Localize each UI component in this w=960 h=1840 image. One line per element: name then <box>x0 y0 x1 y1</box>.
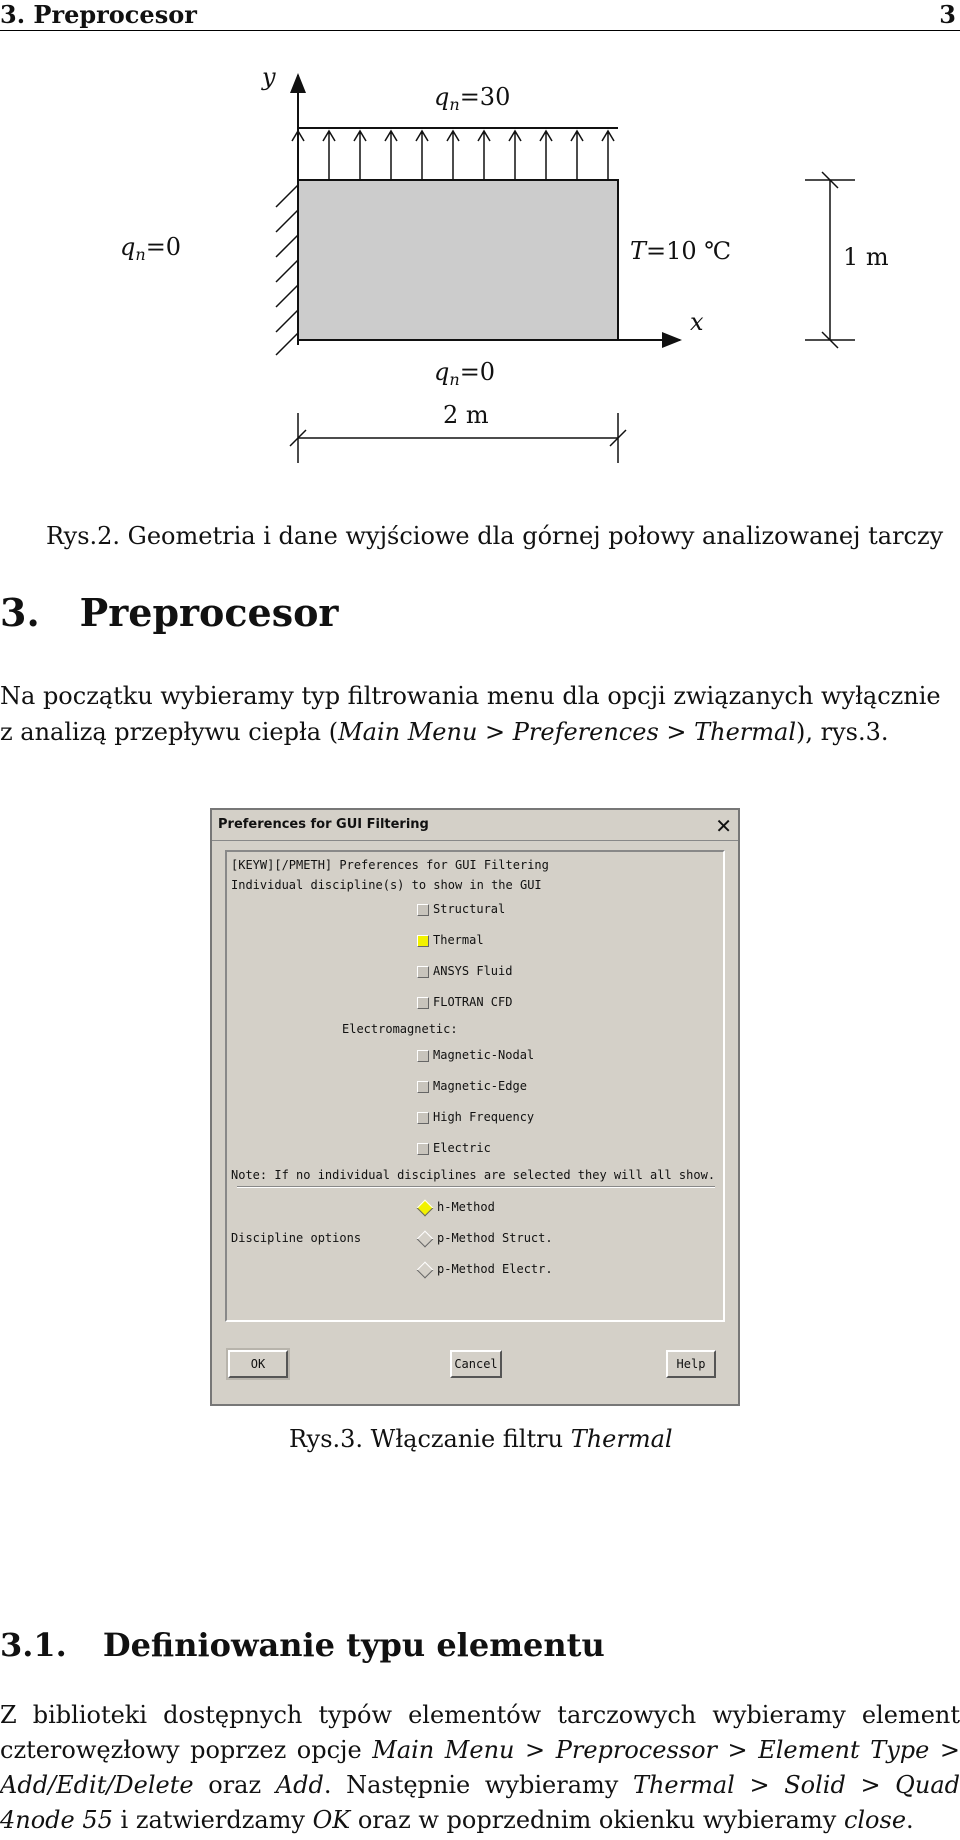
section-number: 3. <box>0 590 40 635</box>
checkbox-electric[interactable] <box>417 1143 429 1155</box>
close-icon[interactable]: ✕ <box>715 814 732 838</box>
subsection-paragraph: Z biblioteki dostępnych typów elementów tarczowych wybieramy element czterowęzłowy poprzez opcje Main Menu > Preprocessor > Element Type > Add/Edit/Delete oraz Add. Następnie wybieramy Thermal > Solid > Quad 4node 55 i zatwierdzamy OK oraz w poprzednim okienku wybieramy close. <box>0 1701 960 1834</box>
top-load-label: $q_n=30$ <box>434 83 511 114</box>
label-thermal: Thermal <box>433 933 484 947</box>
page-header <box>0 0 960 31</box>
checkbox-ansys-fluid[interactable] <box>417 966 429 978</box>
label-electromagnetic: Electromagnetic: <box>342 1022 458 1036</box>
geometry-diagram <box>0 55 960 485</box>
radio-p-method-electr[interactable] <box>417 1262 434 1279</box>
menu-path: Main Menu > Preferences > Thermal <box>338 718 797 746</box>
dialog-panel <box>225 850 725 1322</box>
dialog-header-keyw: [KEYW][/PMETH] Preferences for GUI Filtering <box>231 858 549 872</box>
geometry-figure <box>0 55 960 485</box>
temperature-label: T=10 ℃ <box>630 237 732 265</box>
x-axis-label: x <box>690 308 704 336</box>
load-arrows <box>292 131 614 180</box>
help-button[interactable]: Help <box>666 1350 716 1378</box>
label-electric: Electric <box>433 1141 491 1155</box>
header-chapter: 3. Preprocesor <box>0 0 197 29</box>
label-magnetic-edge: Magnetic-Edge <box>433 1079 527 1093</box>
preferences-dialog <box>210 808 740 1406</box>
subsection-title: Definiowanie typu elementu <box>102 1626 605 1664</box>
dialog-titlebar <box>212 810 738 841</box>
dialog-separator <box>237 1186 715 1188</box>
label-h-method: h-Method <box>437 1200 495 1214</box>
figure3-caption: Rys.3. Włączanie filtru Thermal <box>289 1425 673 1453</box>
dialog-note: Note: If no individual disciplines are selected they will all show. <box>231 1168 716 1182</box>
label-p-method-electr: p-Method Electr. <box>437 1262 553 1276</box>
checkbox-high-frequency[interactable] <box>417 1112 429 1124</box>
plate-rect <box>298 180 618 340</box>
section-heading <box>0 590 338 635</box>
section-paragraph: Na początku wybieramy typ filtrowania menu dla opcji związanych wyłącznie z analizą przepływu ciepła (Main Menu > Preferences > Thermal), rys.3. <box>0 682 941 746</box>
width-dim-label: 2 m <box>443 401 489 429</box>
subsection-number: 3.1. <box>0 1626 67 1664</box>
checkbox-magnetic-nodal[interactable] <box>417 1050 429 1062</box>
left-load-label: $q_n=0$ <box>120 233 182 264</box>
checkbox-magnetic-edge[interactable] <box>417 1081 429 1093</box>
dialog-title: Preferences for GUI Filtering <box>218 817 429 832</box>
ok-button[interactable]: OK <box>228 1350 288 1378</box>
label-high-frequency: High Frequency <box>433 1110 535 1124</box>
label-ansys-fluid: ANSYS Fluid <box>433 964 513 978</box>
figure2-caption: Rys.2. Geometria i dane wyjściowe dla górnej połowy analizowanej tarczy <box>46 522 944 550</box>
label-p-method-struct: p-Method Struct. <box>437 1231 553 1245</box>
checkbox-flotran-cfd[interactable] <box>417 997 429 1009</box>
subsection-heading <box>0 1626 605 1664</box>
label-flotran-cfd: FLOTRAN CFD <box>433 995 513 1009</box>
height-dim-label: 1 m <box>843 243 889 271</box>
bottom-load-label: $q_n=0$ <box>434 358 496 389</box>
label-structural: Structural <box>433 902 506 916</box>
checkbox-structural[interactable] <box>417 904 429 916</box>
fixed-support-hatching <box>276 185 298 355</box>
label-discipline-options: Discipline options <box>231 1231 362 1245</box>
y-axis-label: y <box>262 63 276 91</box>
cancel-button[interactable]: Cancel <box>450 1350 502 1378</box>
header-page-number: 3 <box>939 0 956 29</box>
checkbox-thermal[interactable] <box>417 935 429 947</box>
dialog-header-disciplines: Individual discipline(s) to show in the GUI <box>231 878 542 892</box>
radio-h-method[interactable] <box>417 1200 434 1217</box>
section-title: Preprocesor <box>79 590 339 635</box>
label-magnetic-nodal: Magnetic-Nodal <box>433 1048 535 1062</box>
radio-p-method-struct[interactable] <box>417 1231 434 1248</box>
